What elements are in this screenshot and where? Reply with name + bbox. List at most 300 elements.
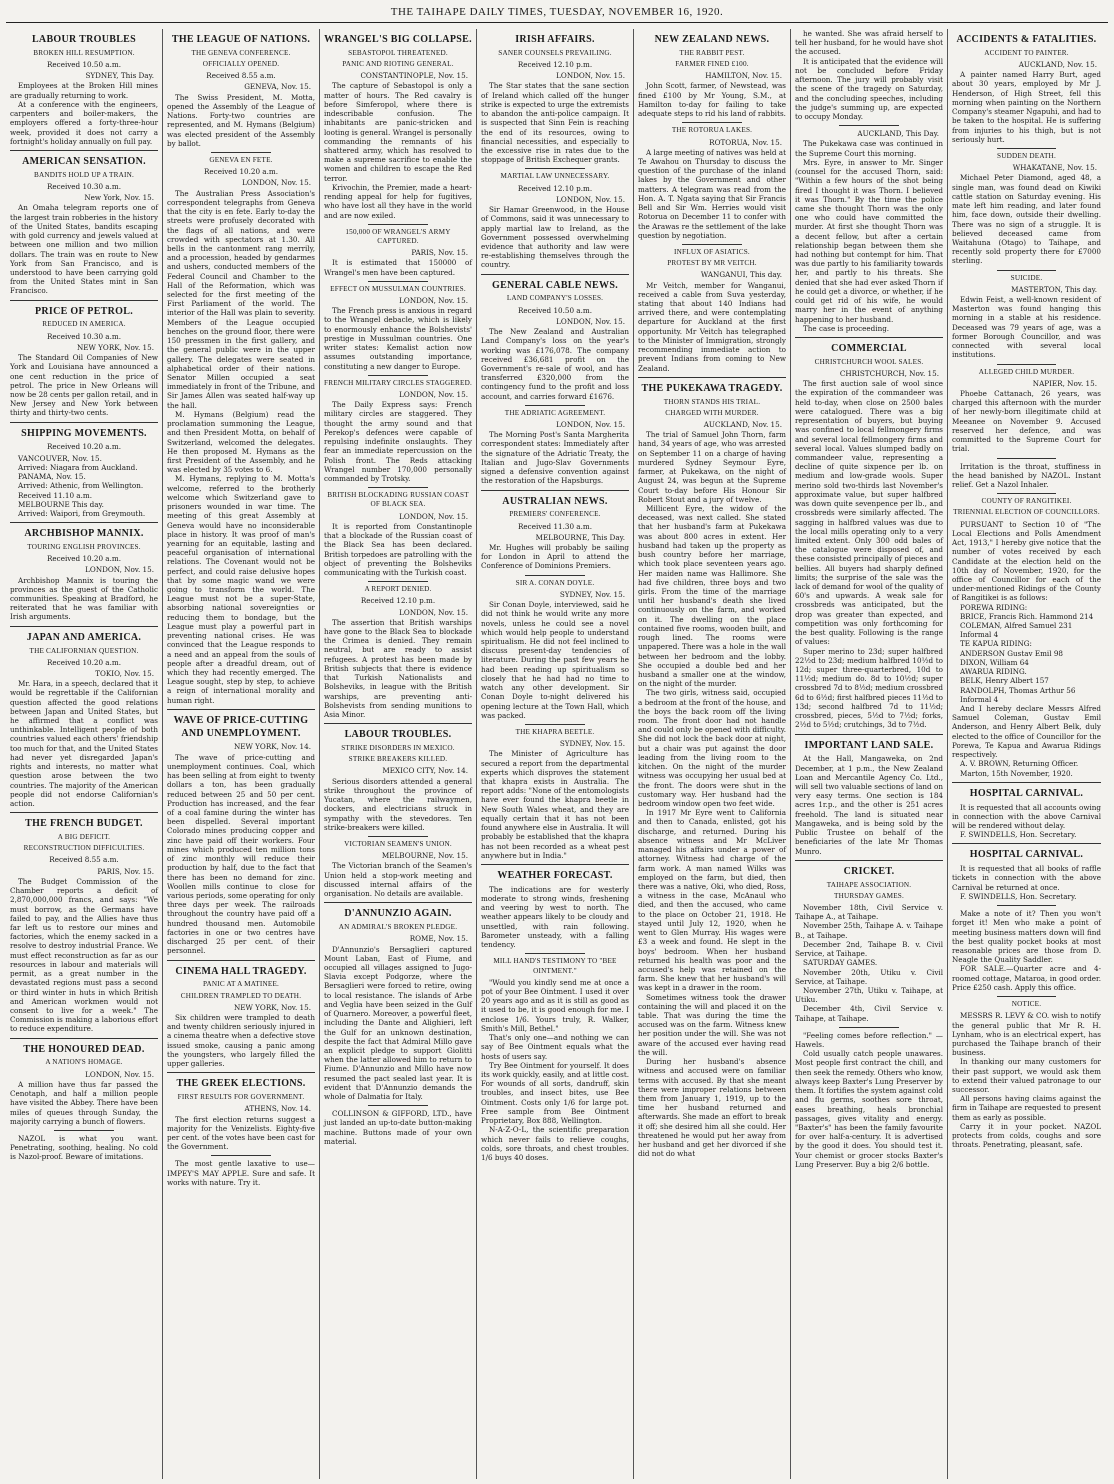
dateline: LONDON, Nov. 15.: [399, 296, 468, 306]
article-paragraph: MELBOURNE This day.: [18, 499, 104, 509]
article-subheading: MARTIAL LAW UNNECESSARY.: [500, 172, 610, 181]
article-subheading: INFLUX OF ASIATICS.: [674, 247, 750, 256]
dateline: WANGANUI, This day.: [700, 270, 782, 280]
section-rule: [10, 422, 158, 423]
article-subheading: STRIKE DISORDERS IN MEXICO.: [341, 744, 455, 753]
article-subheading: PANIC AND RIOTING GENERAL.: [342, 60, 454, 69]
article-paragraph: That's only one—and nothing we can say of Bee Ointment equals what the hosts of users say.: [481, 1033, 629, 1061]
section-rule: [481, 274, 629, 275]
article-subheading: SIR A. CONAN DOYLE.: [515, 578, 595, 587]
article: [795, 29, 943, 121]
section-rule: [795, 734, 943, 735]
article-paragraph: Krivochin, the Premier, made a heart-rending appeal for help for fugitives, who have lost all they have in the world and are now exiled.: [324, 182, 472, 220]
article: [952, 996, 1101, 1150]
article-subheading: SEBASTOPOL THREATENED.: [348, 48, 448, 57]
article: [795, 125, 943, 333]
section-rule: [167, 709, 315, 710]
article-paragraph: ANDERSON Gustav Emil 98: [960, 648, 1063, 658]
received-time: Received 10.20 a.m.: [204, 167, 278, 177]
article-paragraph: FOR SALE.—Quarter acre and 4-roomed cottage, Mataroa, in good order. Price £250 cash. Apply this office.: [952, 964, 1101, 992]
article-paragraph: Received 11.10 a.m.: [18, 490, 92, 500]
article: [10, 300, 158, 418]
article-paragraph: The two girls, witness said, occupied a bedroom at the front of the house, and the boys the back room off the living room. The front door had not handle and could only be opened with difficulty. She did not lock the back door at night, but a chair was put against the door leading from the living room to the kitchen. On the night of the murder witness was occupying her usual bed at the front. The doors were shut in the customary way. Her husband had the bedroom window open two feet wide.: [638, 688, 786, 808]
article-paragraph: Archbishop Mannix is touring the provinces as the guest of the Catholic communities. Speaking at Bradford, he reiterated that he was familiar with Irish arguments.: [10, 575, 158, 622]
article-subheading: THE ADRIATIC AGREEMENT.: [504, 408, 606, 417]
article-paragraph: A. V. BROWN, Returning Officer.: [960, 759, 1079, 769]
article-headline: ACCIDENTS & FATALITIES.: [956, 34, 1097, 45]
article-subheading: TOURING ENGLISH PROVINCES.: [27, 542, 141, 551]
dateline: SYDNEY, Nov. 15.: [559, 589, 625, 599]
article: [10, 150, 158, 296]
article: [481, 864, 629, 949]
section-rule: [795, 860, 943, 861]
article-paragraph: The capture of Sebastopol is only a matter of hours. The Red cavalry is before Simferopol, where there is indescribable confusion. The inhabitants are panic-stricken and looting is general. Wrangel is personally commanding the remnants of his shattered army, which has resolved to make a supreme sacrifice to enable the women and children to escape the Red terror.: [324, 81, 472, 183]
article-subheading: THE ROTORUA LAKES.: [671, 126, 753, 135]
dateline: LONDON, Nov. 15.: [85, 565, 154, 575]
article-subheading: NOTICE.: [1011, 1000, 1042, 1009]
article-subheading: PREMIERS' CONFERENCE.: [509, 510, 601, 519]
article-subheading: THORN STANDS HIS TRIAL.: [663, 397, 761, 406]
dateline: ROME, Nov. 15.: [409, 934, 468, 944]
article-paragraph: The first auction sale of wool since the expiration of the commandeer was held to-day, when close on 2500 bales were catalogued. There was a big representation of buyers, but buying was confined to local fellmongery firms and several local fellmongery firms and several local. Values slumped badly on commandeer value, representing a decline of quite sixpence per lb. on medium and low-grade wools. Super merino sold two-thirds last November's approximate value, but super halfbred was down quite sevenpence per lb., and crossbreds were similarly affected. The sagging in halfbred values was due to the local mills operating only to a very limited extent. Only 300 odd bales of the catalogue were disposed of, and these consisted principally of pieces and bellies. All buyers had sharply defined limits; the surprise of the sale was the lack of demand for wool of the quality of 60's and upwards. A weak sale for crossbreds was anticipated, but the drop was greater than expected, and competition was only forthcoming for the best quality. Following is the range of values:: [795, 379, 943, 647]
divider-rule: [839, 125, 898, 126]
article-paragraph: POREWA RIDING:: [960, 602, 1028, 612]
dateline: LONDON, Nov. 15.: [242, 178, 311, 188]
received-time: Received 10.20 a.m.: [47, 657, 121, 667]
received-time: Received 10.20 a.m.: [47, 442, 121, 452]
article-paragraph: Mr. Hara, in a speech, declared that it would be regrettable if the Californian question affected the good relations between Japan and United States, but he affirmed that a conflict was unthinkable. Intelligent people of both countries valued each others' friendship too much for that, and the United States had never yet disregarded Japan's rights and interests, no matter what question arose between the two countries. The majority of the American people did not endorse Californian's action.: [10, 679, 158, 808]
section-rule: [10, 300, 158, 301]
article-paragraph: It is anticipated that the evidence will not be concluded before Friday afternoon. The jury will probably visit the scene of the tragedy on Saturday, and the concluding speeches, including the judge's summing up, are expected to occupy Monday.: [795, 56, 943, 121]
article: [795, 1027, 943, 1169]
section-rule: [481, 864, 629, 865]
article-paragraph: MESSRS R. LEVY & CO. wish to notify the general public that Mr R. H. Lynham, who is an electrical expert, has purchased the Taihape branch of their business.: [952, 1011, 1101, 1058]
article: [638, 122, 786, 240]
dateline: PARIS, Nov. 15.: [97, 866, 154, 876]
article-paragraph: COLLINSON & GIFFORD, LTD., have just landed an up-to-date button-making machine. Buttons made of your own material.: [324, 1109, 472, 1146]
article-paragraph: F. SWINDELLS, Hon. Secretary.: [960, 830, 1077, 840]
article-paragraph: The Budget Commission of the Chamber reports a deficit of 2,870,000,000 francs, and says: "We must borrow, as the Germans have failed to pay, and the Allies have thus far left us to restore our mines and factories, which the enemy sacked in a resolve to destroy industrial France. We must effect reconstruction as far as our resources in labour and materials will permit, as a great number in the devastated regions must pass a second or third winter in huts in which British and American workmen would not consent to live for a week." The Commission is making a laborious effort to reduce expenditure.: [10, 876, 158, 1034]
article-paragraph: Six children were trampled to death and twenty children seriously injured in a cinema theatre when a defective stove issued smoke, causing a panic among the youngsters, who largely filled the upper galleries.: [167, 1012, 315, 1069]
article-paragraph: The indications are for westerly moderate to strong winds, freshening and veering by west to north. The weather appears likely to be cloudy and unsettled, with rain following. Barometer unsteady, with a falling tendency.: [481, 884, 629, 950]
divider-rule: [682, 244, 741, 245]
dateline: LONDON, Nov. 15.: [399, 511, 468, 521]
article-headline: PRICE OF PETROL.: [34, 305, 134, 317]
section-rule: [952, 782, 1101, 783]
article-subheading: TAIHAPE ASSOCIATION.: [826, 880, 912, 889]
article-paragraph: Make a note of it? Then you won't forget it! Men who make a point of meeting business matters down will find the best quality pocket books at most reasonable prices are those from D. Neagle the Quality Saddler.: [952, 909, 1101, 965]
article-paragraph: SATURDAY GAMES.: [803, 958, 878, 968]
dateline: SYDNEY, This Day.: [85, 71, 154, 81]
article: [952, 34, 1101, 144]
article-paragraph: TE KAPUA RIDING:: [960, 639, 1032, 649]
article-headline: GENERAL CABLE NEWS.: [491, 279, 618, 291]
article: [795, 734, 943, 856]
section-rule: [481, 490, 629, 491]
article: [481, 168, 629, 269]
column-2: [163, 29, 320, 1479]
column-3: [320, 29, 477, 1479]
article-paragraph: DIXON, William 64: [960, 657, 1029, 667]
article-headline: THE PUKEKAWA TRAGEDY.: [641, 382, 783, 394]
article-paragraph: It is requested that all accounts owing in connection with the above Carnival will be rendered without delay.: [952, 802, 1101, 830]
dateline: GENEVA, Nov. 15.: [244, 82, 311, 92]
article-paragraph: A million have thus far passed the Cenotaph, and half a million people have visited the Abbey. There have been miles of queues through Sunday, the majority carrying a bunch of flowers.: [10, 1079, 158, 1126]
article-headline: SHIPPING MOVEMENTS.: [21, 427, 147, 439]
received-time: Received 10.50 a.m.: [47, 60, 121, 70]
article-paragraph: The Victorian branch of the Seamen's Union held a stop-work meeting and discussed internal affairs of the organisation. No details are available.: [324, 861, 472, 899]
article-headline: CRICKET.: [843, 865, 895, 877]
article-paragraph: At the Hall, Mangaweka, on 2nd December, at 1 p.m., the New Zealand Loan and Mercantile Agency Co. Ltd., will sell two valuable sections of land on very easy terms. One section is 184 acres 1r.p., and the other is 251 acres freehold. The land is situated near Mangaweka, and is being sold by the Public Trustee on behalf of the beneficiaries of the late Mr Thomas Munro.: [795, 754, 943, 856]
dateline: LONDON, Nov. 15.: [556, 420, 625, 430]
article-subheading: A NATION'S HOMAGE.: [45, 1058, 123, 1067]
columns-container: [6, 29, 1108, 1479]
received-time: Received 10.30 a.m.: [47, 331, 121, 341]
dateline: LONDON, Nov. 15.: [556, 71, 625, 81]
column-5: [634, 29, 791, 1479]
column-4: [477, 29, 634, 1479]
article-headline: AUSTRALIAN NEWS.: [502, 495, 608, 507]
article-paragraph: The most gentle laxative to use—IMPEY'S MAY APPLE. Sure and safe. It works with nature. Try it.: [167, 1159, 315, 1187]
article-headline: THE HONOURED DEAD.: [23, 1043, 145, 1055]
section-rule: [10, 1038, 158, 1039]
article: [324, 281, 472, 371]
article-paragraph: N-A-Z-O-L, the scientific preparation which never fails to relieve coughs, colds, sore throats, and chest troubles. 1/6 buys 40 doses.: [481, 1125, 629, 1162]
article-paragraph: F. SWINDELLS, Hon. Secretary.: [960, 891, 1077, 901]
dateline: LONDON, Nov. 15.: [85, 1069, 154, 1079]
article-subheading: A BIG DEFICIT.: [57, 833, 111, 842]
article-paragraph: Marton, 15th November, 1920.: [960, 768, 1073, 778]
received-time: Received 12.10 p.m.: [517, 60, 593, 70]
divider-rule: [525, 575, 584, 576]
article-headline: NEW ZEALAND NEWS.: [654, 34, 770, 45]
article-subheading: STRIKE BREAKERS KILLED.: [348, 755, 448, 764]
article-subheading: REDUCED IN AMERICA.: [42, 320, 126, 329]
divider-rule: [525, 953, 584, 954]
dateline: LONDON, Nov. 15.: [556, 194, 625, 204]
article-paragraph: M. Hymans (Belgium) read the proclamation summoning the League, and then President Motta, on behalf of Switzerland, welcomed the delegates. He then proposed M. Hymans as the first President of the Assembly, and he was elected by 35 votes to 6.: [167, 409, 315, 475]
divider-rule: [997, 270, 1057, 271]
article: [167, 1072, 315, 1151]
article-paragraph: The case is proceeding.: [803, 323, 890, 333]
article-subheading: SANER COUNSELS PREVAILING.: [498, 48, 612, 57]
article: [638, 377, 786, 1159]
article-paragraph: AWARUA RIDING.: [960, 667, 1027, 677]
divider-rule: [211, 152, 270, 153]
article-paragraph: Arrived: Waipori, from Greymouth.: [18, 508, 146, 518]
article-paragraph: The Minister of Agriculture has secured a report from the departmental experts which disproves the statement that khapra exists in Australia. The report adds: "None of the entomologists have ever found the khapra beetle in New South Wales wheat, and they are equally certain that it has not been found anywhere else in Australia. It will probably be established that the khapra has not been recorded as a wheat pest anywhere but in India.": [481, 749, 629, 860]
divider-rule: [997, 364, 1057, 365]
article-paragraph: he wanted. She was afraid herself to tell her husband, for he would have shot the accused.: [795, 29, 943, 57]
article-paragraph: BRICE, Francis Rich. Hammond 214: [960, 611, 1094, 621]
article-paragraph: Edwin Feist, a well-known resident of Masterton was found hanging this morning in a stable at his residence. Deceased was 79 years of age, was a former Borough Councillor, and was connected with several local institutions.: [952, 295, 1101, 360]
received-time: Received 11.30 a.m.: [518, 521, 592, 531]
article-subheading: LAND COMPANY'S LOSSES.: [506, 294, 604, 303]
dateline: SYDNEY, Nov. 15.: [559, 739, 625, 749]
article-paragraph: BELK, Henry Albert 157: [960, 676, 1049, 686]
article: [952, 493, 1101, 778]
article-subheading: BRITISH BLOCKADING RUSSIAN COAST OF BLACK SEA.: [327, 491, 469, 509]
article-headline: JAPAN AND AMERICA.: [26, 631, 142, 643]
article-subheading: THURSDAY GAMES.: [834, 891, 904, 900]
dateline: LONDON, Nov. 15.: [399, 607, 468, 617]
section-rule: [324, 902, 472, 903]
article-subheading: SUDDEN DEATH.: [997, 151, 1056, 160]
article-paragraph: And I hereby declare Messrs Alfred Samuel Coleman, Gustav Emil Anderson, and Henry Albert Belk, duly elected to the office of Councillor for the Porewa, Te Kapua and Awarua Ridings respectively.: [952, 704, 1101, 760]
article-paragraph: Informal 4: [960, 694, 999, 704]
article-paragraph: A painter named Harry Burt, aged about 30 years, employed by Mr J. Henderson, of High Street, fell this morning when painting on the Northern Company's steamer Ngapuhi, and had to be taken to the hospital. He is suffering from injuries to his thigh, but is not seriously hurt.: [952, 70, 1101, 144]
article-paragraph: At a conference with the engineers, carpenters and boiler-makers, the employers offered a forty-three-hour week, provided it does not carry a fortnight's holiday annually on full pay.: [10, 99, 158, 146]
article-paragraph: All persons having claims against the firm in Taihape are requested to present them as early as possible.: [952, 1094, 1101, 1122]
divider-rule: [54, 1130, 113, 1131]
article: [481, 274, 629, 401]
divider-rule: [525, 168, 584, 169]
divider-rule: [839, 1027, 898, 1028]
dateline: TOKIO, Nov. 15.: [95, 668, 154, 678]
column-7: [948, 29, 1105, 1479]
divider-rule: [368, 1105, 427, 1106]
article-paragraph: "Feeling comes before reflection." —Hawels.: [795, 1030, 943, 1050]
article: [638, 34, 786, 118]
article-headline: WAVE OF PRICE-CUTTING AND UNEMPLOYMENT.: [173, 714, 309, 739]
article-subheading: RECONSTRUCTION DIFFICULTIES.: [23, 844, 145, 853]
article: [10, 522, 158, 622]
article: [324, 1105, 472, 1146]
article: [952, 905, 1101, 992]
article-paragraph: Sometimes witness took the drawer containing the will and placed it on the table. That was during the time the accused was on the farm. Witness knew her position under the will. She was not aware of the accused ever having read the will.: [638, 992, 786, 1057]
section-rule: [952, 843, 1101, 844]
divider-rule: [997, 458, 1057, 459]
article-headline: IRISH AFFAIRS.: [515, 34, 595, 45]
article-paragraph: COLEMAN, Alfred Samuel 231: [960, 621, 1073, 631]
article: [952, 364, 1101, 454]
divider-rule: [525, 724, 584, 725]
article-paragraph: The Swiss President, M. Motta, opened the Assembly of the League of Nations. Forty-two countries are represented, and M. Hymans (Belgium) was elected president of the Assembly by ballot.: [167, 92, 315, 148]
section-rule: [10, 150, 158, 151]
article-subheading: A REPORT DENIED.: [364, 585, 432, 594]
divider-rule: [368, 487, 427, 488]
article: [795, 337, 943, 730]
divider-rule: [368, 836, 427, 837]
article-paragraph: An Omaha telegram reports one of the largest train robberies in the history of the United States, bandits escaping with gold currency and jewels valued at between one million and two million dollars. The train was en route to New York from San Francisco, and is understood to have been carrying gold from the United States mint in San Francisco.: [10, 203, 158, 296]
section-rule: [638, 377, 786, 378]
article-subheading: CHARGED WITH MURDER.: [665, 408, 759, 417]
dateline: MELBOURNE, This Day.: [535, 532, 625, 542]
article-paragraph: The Star states that the sane section of Ireland which called off the hunger strike is expected to urge the extremists to abandon the anti-police campaign. It is suspected that Sinn Fein is reaching the end of its resources, owing to financial necessities, and especially to the excessive rise in rates due to the stoppage of British Exchequer grants.: [481, 81, 629, 165]
article-paragraph: November 18th, Civil Service v. Taihape A., at Taihape.: [795, 902, 943, 922]
article: [481, 405, 629, 486]
dateline: AUCKLAND, This Day.: [857, 129, 939, 139]
divider-rule: [368, 224, 427, 225]
article-subheading: MILL HAND'S TESTIMONY TO "BEE OINTMENT.": [493, 957, 617, 975]
article-subheading: THE KHAPRA BEETLE.: [515, 727, 595, 736]
article: [481, 724, 629, 860]
article: [952, 148, 1101, 266]
article-headline: D'ANNUNZIO AGAIN.: [344, 908, 452, 920]
article-paragraph: December 4th, Civil Service v. Taihape, at Taihape.: [795, 1004, 943, 1023]
article-paragraph: Mr. Hughes will probably be sailing for London in April to attend the Conference of Dominions Premiers.: [481, 543, 629, 571]
article-paragraph: The wave of price-cutting and unemployment continues. Coal, which has been selling at from eight to twenty dollars a ton, has been gradually reduced between 25 and 50 per cent. Production has increased, and the fear of a coal famine during the winter has been dispelled. Several important Colorado mines producing copper and zinc have paid off their workers. Four mines which produced ten million tons of zinc monthly will reduce their production by half, due to the fact that there has been no demand for zinc. Woollen mills continue to close for various periods, some operating for only three days per week. The railroads throughout the country have paid off a hundred thousand men. Automobile factories in one or two centres have discharged 25 per cent. of their personnel.: [167, 752, 315, 956]
article: [167, 152, 315, 705]
column-6: [791, 29, 948, 1479]
article: [10, 1038, 158, 1126]
section-rule: [167, 1072, 315, 1073]
dateline: New York, Nov. 15.: [84, 193, 154, 203]
article-headline: IMPORTANT LAND SALE.: [804, 739, 934, 751]
article: [324, 581, 472, 719]
divider-rule: [368, 375, 427, 376]
article: [167, 34, 315, 148]
article-paragraph: Arrived: Athenic, from Wellington.: [18, 481, 144, 491]
article-subheading: BANDITS HOLD UP A TRAIN.: [33, 170, 135, 179]
dateline: MEXICO CITY, Nov. 14.: [382, 766, 468, 776]
article-paragraph: A large meeting of natives was held at Te Awahou on Thursday to discuss the question of the purchase of the inland lakes by the Government and other matters. A telegram was read from the Hon. A. T. Ngata saying that Sir Francis Bell and Sir Wm. Herries would visit Rotorua on December 11 to confer with the Arawas re the settlement of the lake question by negotiation.: [638, 147, 786, 240]
article: [10, 812, 158, 1033]
article: [10, 626, 158, 809]
article-subheading: ACCIDENT TO PAINTER.: [984, 48, 1069, 57]
article-subheading: GENEVA EN FETE.: [209, 155, 273, 164]
dateline: ROTORUA, Nov. 15.: [709, 137, 782, 147]
article-headline: HOSPITAL CARNIVAL.: [969, 849, 1084, 861]
article-paragraph: The Daily Express says: French military circles are staggered. They thought the army sound and that Perekop's defences were capable of repulsing indefinite onslaughts. They fear an immediate repercussion on the Polish front. The Reds attacking Wrangel number 170,000 personally commanded by Trotsky.: [324, 400, 472, 483]
article-subheading: EFFECT ON MUSSULMAN COUNTRIES.: [330, 284, 466, 293]
masthead: THE TAIHAPE DAILY TIMES, TUESDAY, NOVEMBER 16, 1920.: [6, 6, 1108, 23]
article-headline: HOSPITAL CARNIVAL.: [969, 787, 1084, 799]
article-headline: LABOUR TROUBLES.: [344, 729, 452, 741]
article: [324, 902, 472, 1101]
article-headline: THE FRENCH BUDGET.: [25, 818, 143, 830]
article: [952, 782, 1101, 840]
dateline: NEW YORK, Nov. 14.: [233, 742, 311, 752]
article-subheading: PANIC AT A MATINEE.: [202, 980, 280, 989]
article-paragraph: Arrived: Niagara from Auckland.: [18, 462, 138, 472]
article-headline: AMERICAN SENSATION.: [22, 155, 146, 167]
article-paragraph: The New Zealand and Australian Land Company's loss on the year's working was £176,078. The company received £36,681 profit on the Government's re-sale of wool, and has transferred £320,000 from the contingency fund to the profit and loss account, and carries forward £1676.: [481, 327, 629, 401]
section-rule: [795, 337, 943, 338]
article-subheading: CHRISTCHURCH WOOL SALES.: [814, 357, 924, 366]
article-paragraph: In thanking our many customers for their past support, we would ask them to extend their valued patronage to our successor.: [952, 1057, 1101, 1095]
received-time: Received 10.50 a.m.: [518, 305, 592, 315]
dateline: ATHENS, Nov. 14.: [244, 1104, 311, 1114]
article-paragraph: The Morning Post's Santa Margherita correspondent states: Immediately after the signature of the Adriatic Treaty, the Italian and Jugo-Slav Governments signed a defensive convention against the restoration of the Hapsburgs.: [481, 430, 629, 486]
article: [481, 490, 629, 571]
received-time: Received 8.55 a.m.: [49, 855, 119, 865]
article: [324, 487, 472, 577]
divider-rule: [997, 493, 1057, 494]
section-rule: [10, 522, 158, 523]
article-paragraph: It is reported from Constantinople that a blockade of the Russian coast of the Black Sea has been declared. British torpedoes are patrolling with the object of preventing the Bolsheviks communicating with the Turkish coast.: [324, 521, 472, 577]
article-paragraph: November 20th, Utiku v. Civil Service, at Taihape.: [795, 967, 943, 986]
article-paragraph: The French press is anxious in regard to the Wrangel debacle, which is likely to enormously enhance the Bolshevists' prestige in Mussulman countries. One writer states: Kemalist action now assumes outstanding importance, constituting a new danger to Europe.: [324, 306, 472, 371]
article-paragraph: Mrs. Eyre, in answer to Mr. Singer (counsel for the accused Thorn, said: "Within a few hours of the shot being fired I thought it was Thorn. I believed it was Thorn." By the time the police came she thought Thorn was the only one who could have committed the murder. At first she thought Thorn was a decent fellow, but after a certain relationship began between them she had nothing but contempt for him. That was due partly to his familiarity towards her, and partly to his threats. She denied that she had ever asked Thorn if he could get a divorce, or whether, if he could get rid of his wife, he would marry her in the event of anything happening to her husband.: [795, 157, 943, 324]
article-paragraph: The Standard Oil Companies of New York and Louisiana have announced a one cent reduction in the price of petrol. The price in New Orleans will now be 28 cents per gallon retail, and in New Jersey and New York between thirty and thirty-two cents.: [10, 353, 158, 418]
article: [638, 244, 786, 373]
dateline: LONDON, Nov. 15.: [556, 316, 625, 326]
article-subheading: CHILDREN TRAMPLED TO DEATH.: [180, 991, 302, 1000]
article-subheading: OFFICIALLY OPENED.: [202, 60, 280, 69]
dateline: LONDON, Nov. 15.: [399, 390, 468, 400]
article-headline: THE GREEK ELECTIONS.: [176, 1078, 306, 1090]
article-paragraph: NAZOL is what you want. Penetrating, soothing, healing. No cold is Nazol-proof. Beware of imitations.: [10, 1133, 158, 1162]
article: [324, 375, 472, 483]
dateline: AUCKLAND, Nov. 15.: [1018, 60, 1097, 70]
article-paragraph: Sir Hamar Greenwood, in the House of Commons, said it was unnecessary to apply martial law to Ireland, as the Government possessed overwhelming evidence that authority and law were re-establishing themselves through the country.: [481, 205, 629, 270]
article-paragraph: Millicent Eyre, the widow of the deceased, was next called. She stated that her husband's farm at Pukekawa was about 800 acres in extent. Her husband had taken up the property as bush country before her marriage, which took place seventeen years ago. Her maiden name was Hallimore. She had five children, three boys and two girls. From the time of the marriage until her husband's death she lived continuously on the farm, and worked on it. The dwelling on the place contained five rooms, wooden built, and rough lined. The rooms were unpapered. There was a hole in the wall between her bedroom and the lobby. She occupied a double bed and her husband a smaller one at the window, on the night of the murder.: [638, 504, 786, 689]
article-subheading: PROTEST BY MR VEITCH.: [667, 259, 757, 268]
article-headline: WEATHER FORECAST.: [497, 870, 613, 882]
article-paragraph: Try Bee Ointment for yourself. It does its work quickly, easily, and at little cost. For wounds of all sorts, dandruff, skin troubles, and insect bites, use Bee Ointment. Costs only 1/6 for large pot. Free sample from Bee Ointment Proprietary, Box 888, Wellington.: [481, 1060, 629, 1126]
article-paragraph: Michael Peter Diamond, aged 48, a single man, was found dead on Kiwiki cattle station on Saturday evening. His mate left him reading, and later found him, face down, outside their dwelling. There was no sign of a struggle. It is believed deceased came from Waitahuna (Otago) to Taihape, and recently sold property there for £7000 sterling.: [952, 173, 1101, 266]
column-1: [6, 29, 163, 1479]
received-time: Received 10.20 a.m.: [47, 554, 121, 564]
article-subheading: THE RABBIT PEST.: [679, 48, 745, 57]
dateline: NAPIER, Nov. 15.: [1032, 378, 1097, 388]
article-paragraph: D'Annunzio's Bersaglieri captured Mount Laban, East of Fiume, and occupied all villages assigned to Jugo-Slavia except Podgorze, where the Bersaglieri were forced to retire, owing to local resistance. The islands of Arbe and Veglia have been seized in the Gulf of Quarnero. Moreover, a powerful fleet, including the Dante and Alighieri, left the Gulf for an unknown destination, despite the fact that Admiral Millo gave an explicit pledge to support Giolitti when the latter allowed him to return to Fiume. D'Annunzio and Millo have now resumed the pact sealed last year. It is evident that D'Annunzio demands the whole of Dalmatia for Italy.: [324, 944, 472, 1102]
article-subheading: THE CALIFORNIAN QUESTION.: [29, 646, 139, 655]
article-headline: CINEMA HALL TRAGEDY.: [175, 965, 307, 977]
received-time: Received 10.30 a.m.: [47, 182, 121, 191]
article-subheading: FARMER FINED £100.: [675, 60, 749, 69]
article: [324, 836, 472, 898]
section-rule: [167, 960, 315, 961]
received-time: Received 12.10 p.m.: [360, 596, 436, 606]
article: [10, 422, 158, 519]
article: [952, 458, 1101, 490]
divider-rule: [997, 905, 1057, 906]
divider-rule: [997, 148, 1057, 149]
article-paragraph: M. Hymans, replying to M. Motta's welcome, referred to the brotherly welcome which Switzerland gave to prisoners wounded in war time. The meeting of this great Assembly at Geneva would have no inconsiderable place in history. It was proof of man's yearning for an equitable, lasting and peaceful organisation of international relations. The Covenant would not be perfect, and could raise delusive hopes that by some magic wand we were going to transform the world. The League must not be a super-State, absorbing national sovereignties or reducing them to bondage, but the League must play a powerful part in preventing national crises. He was convinced that the League responds to a need and an appeal from the souls of people after a dreadful dream, out of which they had recently emerged. The League sought, step by step, to achieve a reign of international morality and human right.: [167, 474, 315, 705]
dateline: WHAKATANE, Nov. 15.: [1012, 163, 1097, 173]
dateline: NEW YORK, Nov. 15.: [76, 342, 154, 352]
article-paragraph: Irritation is the throat, stuffiness in the head banished by NAZOL. Instant relief. Get a Nazol Inhaler.: [952, 461, 1101, 489]
dateline: NEW YORK, Nov. 15.: [233, 1002, 311, 1012]
article-headline: COMMERCIAL: [831, 343, 907, 354]
article-subheading: FIRST RESULTS FOR GOVERNMENT.: [177, 1093, 305, 1102]
article-paragraph: Informal 4: [960, 630, 999, 640]
received-time: Received 8.55 a.m.: [206, 71, 276, 81]
article-paragraph: Super merino to 23d; super halfbred 22½d to 23d; medium halfbred 10½d to 12d; super three-quarterbred, 10d to 11½d; medium do. 8d to 10½d; super crossbred 7d to 8½d; medium crossbred 6d to 6½d; first halfbred pieces 11½d to 13d; second halfbred 7d to 11½d; crossbred, pieces, 5½d to 7½d; forks, 2½d to 5½d; crutchings, 3d to 7½d.: [795, 646, 943, 730]
article-paragraph: The Pukekawa case was continued in the Supreme Court this morning.: [795, 139, 943, 158]
article-headline: LABOUR TROUBLES: [31, 34, 137, 45]
article-paragraph: Sir Conan Doyle, interviewed, said he did not think he would write any more novels, unless he could see a novel which would help people to understand spiritualism. He did not feel inclined to discuss present-day tendencies of literature. During the past few years he had been reading up spiritualism so closely that he had had no time to watch any other development. Sir Conan Doyle to-night delivered his opening lecture at the Town Hall, which was packed.: [481, 600, 629, 720]
dateline: MASTERTON, This day.: [1011, 284, 1097, 294]
article-paragraph: December 2nd, Taihape B. v. Civil Service, at Taihape.: [795, 939, 943, 959]
article: [167, 709, 315, 956]
article-subheading: VICTORIAN SEAMEN'S UNION.: [344, 840, 452, 848]
article-subheading: BROKEN HILL RESUMPTION.: [33, 48, 135, 57]
article-headline: THE LEAGUE OF NATIONS.: [171, 34, 311, 45]
article-paragraph: Carry it in your pocket. NAZOL protects from colds, coughs and sore throats. Penetrating, pleasant, safe.: [952, 1121, 1101, 1150]
divider-rule: [997, 996, 1057, 997]
article: [324, 34, 472, 220]
article: [10, 1130, 158, 1162]
article-paragraph: RANDOLPH, Thomas Arthur 56: [960, 685, 1076, 695]
article-paragraph: Phoebe Cattanach, 26 years, was charged this afternoon with the murder of her newly-born illegitimate child at Meeanee on November 9. Accused reserved her defence, and was committed to the Supreme Court for trial.: [952, 389, 1101, 454]
divider-rule: [211, 1155, 270, 1156]
article-paragraph: The Australian Press Association's correspondent telegraphs from Geneva that the city is en fete. Early to-day the streets were profusely decorated with the flags of all nations, and were crowded with spectators at 1.30. All bells in the cantonment rang merrily, and a procession, headed by gendarmes and ushers, conducted members of the Federal Council and Chamber to the Hall of the Reformation, which was selected for the first meeting of the First Parliament of the world. The interior of the Hall was plain to severity. Members of the League occupied benches on the ground floor, there were 150 pressmen in the first gallery, and the general public were in the upper gallery. The delegates were seated in alphabetical order of their nations. Senator Millen occupied a seat immediately in front of the Tribune, and Sir James Allen was seated half-way up the hall.: [167, 188, 315, 410]
article-subheading: COUNTY OF RANGITIKEI.: [981, 497, 1072, 506]
article-paragraph: The assertion that British warships have gone to the Black Sea to blockade the Crimea is denied. They remain neutral, but are ready to assist refugees. A protest has been made by British subjects that there is evidence that Turkish Nationalists and Bolsheviks, in league with the British warships, are preventing anti-Bolshevists from sending munitions to Asia Minor.: [324, 617, 472, 720]
article-paragraph: John Scott, farmer, of Newstead, was fined £100 by Mr Young, S.M., at Hamilton to-day for failing to take adequate steps to rid his land of rabbits.: [638, 81, 786, 119]
article-paragraph: Serious disorders attended a general strike throughout the province of Yucatan, where the railwaymen, dockers, and electricians struck in sympathy with the stevedores. Ten strike-breakers were killed.: [324, 776, 472, 832]
article: [324, 224, 472, 277]
article-headline: WRANGEL'S BIG COLLAPSE.: [324, 34, 472, 45]
section-rule: [10, 812, 158, 813]
article-paragraph: The first election returns suggest a majority for the Venizelists. Eighty-five per cent. of the votes have been cast for the Government.: [167, 1114, 315, 1152]
article: [795, 860, 943, 1023]
article: [167, 1155, 315, 1187]
dateline: CONSTANTINOPLE, Nov. 15.: [360, 71, 468, 81]
